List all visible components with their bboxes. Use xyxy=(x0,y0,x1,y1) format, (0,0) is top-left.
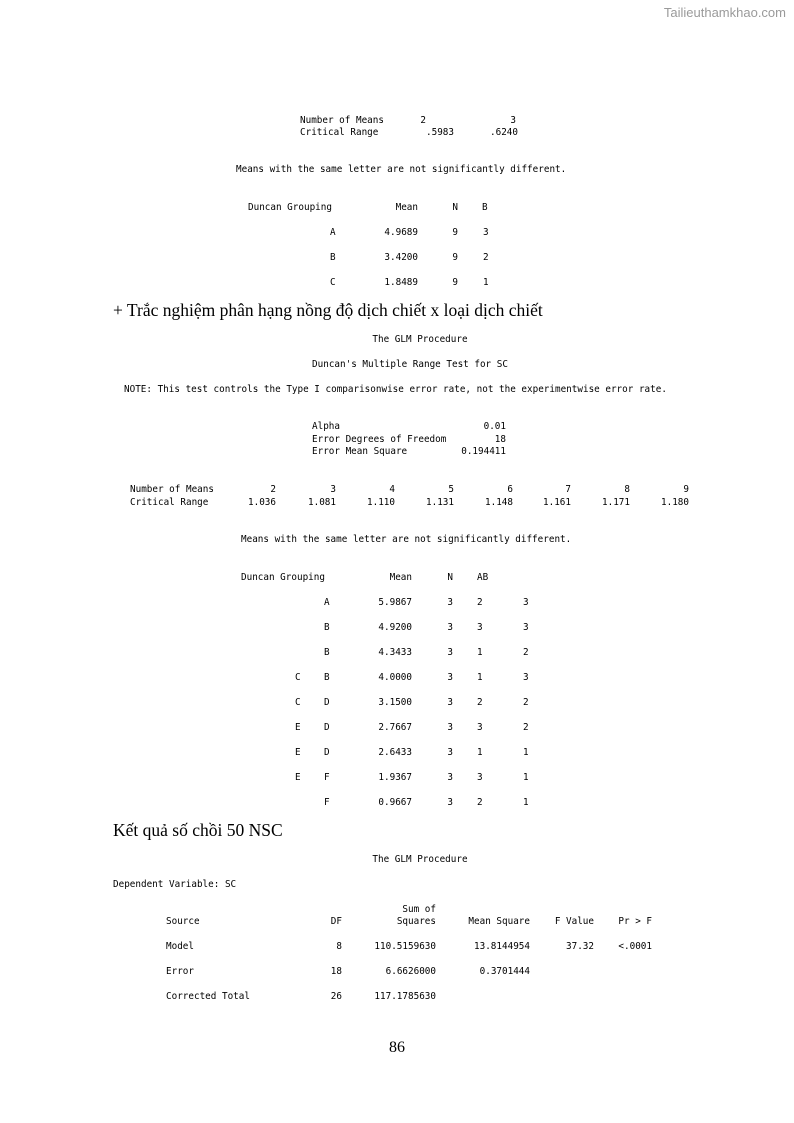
mean-value: 2.6433 xyxy=(378,747,412,758)
a-value: 2 xyxy=(477,597,483,608)
b-value: 2 xyxy=(523,647,529,658)
b-value: 3 xyxy=(523,597,529,608)
number-of-means-value: 7 xyxy=(565,484,571,495)
ms-value: 0.3701444 xyxy=(479,966,530,977)
grouping-letter-2: F xyxy=(324,772,330,783)
col-header-mean: Mean xyxy=(389,572,412,583)
critical-range-value: 1.171 xyxy=(602,497,630,508)
b-value: 2 xyxy=(523,697,529,708)
grouping-letter-1: E xyxy=(295,722,301,733)
number-of-means-value: 3 xyxy=(330,484,336,495)
grouping-letter-1: C xyxy=(295,697,301,708)
mean-value: 4.9200 xyxy=(378,622,412,633)
grouping-letter-2: B xyxy=(324,647,330,658)
mean-value: 2.7667 xyxy=(378,722,412,733)
col-header-grouping: Duncan Grouping xyxy=(241,572,325,583)
ss-value: 110.5159630 xyxy=(374,941,436,952)
df-value: 8 xyxy=(336,941,342,952)
n-value: 3 xyxy=(447,622,453,633)
p-value: <.0001 xyxy=(618,941,652,952)
source-value: Model xyxy=(166,941,194,952)
n-value: 3 xyxy=(447,772,453,783)
grouping-letter-1: E xyxy=(295,747,301,758)
test-title: Duncan's Multiple Range Test for SC xyxy=(312,359,508,370)
b-value: 1 xyxy=(523,772,529,783)
param-label-df: Error Degrees of Freedom xyxy=(312,434,447,445)
n-value: 3 xyxy=(447,647,453,658)
a-value: 1 xyxy=(477,672,483,683)
number-of-means-value: 6 xyxy=(507,484,513,495)
number-of-means-label: Number of Means xyxy=(130,484,214,495)
procedure-title: The GLM Procedure xyxy=(372,334,468,345)
n-value: 3 xyxy=(447,747,453,758)
a-value: 3 xyxy=(477,722,483,733)
critical-range-value: 1.110 xyxy=(367,497,395,508)
b-value: 3 xyxy=(523,672,529,683)
col-header-grouping: Duncan Grouping xyxy=(248,202,332,213)
col-header-ss: Squares xyxy=(396,916,436,927)
b-value: 1 xyxy=(523,747,529,758)
ss-value: 117.1785630 xyxy=(374,991,436,1002)
grouping-letter-2: D xyxy=(324,747,330,758)
b-value: 1 xyxy=(523,797,529,808)
page-number: 86 xyxy=(389,1039,405,1056)
col-header-n: N xyxy=(452,202,458,213)
number-of-means-value: 8 xyxy=(624,484,630,495)
b-value: 2 xyxy=(523,722,529,733)
n-value: 9 xyxy=(452,227,458,238)
source-value: Error xyxy=(166,966,194,977)
mean-value: 1.8489 xyxy=(384,277,418,288)
col-header-b: B xyxy=(482,202,488,213)
critical-range-value: .5983 xyxy=(426,127,454,138)
critical-range-value: 1.081 xyxy=(308,497,336,508)
a-value: 2 xyxy=(477,797,483,808)
mean-value: 3.4200 xyxy=(384,252,418,263)
df-value: 18 xyxy=(330,966,342,977)
n-value: 9 xyxy=(452,277,458,288)
col-header-source: Source xyxy=(166,916,200,927)
mean-value: 4.9689 xyxy=(384,227,418,238)
col-header-mean: Mean xyxy=(395,202,418,213)
mean-value: 0.9667 xyxy=(378,797,412,808)
grouping-letter-2: B xyxy=(324,672,330,683)
section-heading: Kết quả số chồi 50 NSC xyxy=(113,820,283,840)
grouping-letter-2: D xyxy=(324,697,330,708)
col-header-ss-top: Sum of xyxy=(402,904,436,915)
col-header-p: Pr > F xyxy=(618,916,652,927)
ms-value: 13.8144954 xyxy=(474,941,530,952)
significance-note: Means with the same letter are not significantly different. xyxy=(236,164,567,175)
n-value: 3 xyxy=(447,697,453,708)
a-value: 1 xyxy=(477,747,483,758)
number-of-means-value: 2 xyxy=(420,115,426,126)
mean-value: 3.1500 xyxy=(378,697,412,708)
number-of-means-label: Number of Means xyxy=(300,115,384,126)
col-header-ab: AB xyxy=(477,572,489,583)
mean-value: 1.9367 xyxy=(378,772,412,783)
grouping-letter-2: B xyxy=(324,622,330,633)
df-value: 26 xyxy=(330,991,342,1002)
n-value: 9 xyxy=(452,252,458,263)
b-value: 2 xyxy=(483,252,489,263)
grouping-letter-1: E xyxy=(295,772,301,783)
section-heading: + Trắc nghiệm phân hạng nồng độ dịch chiết x loại dịch chiết xyxy=(113,300,543,320)
critical-range-value: 1.161 xyxy=(543,497,571,508)
watermark: Tailieuthamkhao.com xyxy=(663,5,786,20)
f-value: 37.32 xyxy=(566,941,594,952)
n-value: 3 xyxy=(447,797,453,808)
b-value: 3 xyxy=(523,622,529,633)
grouping-letter-2: A xyxy=(324,597,330,608)
n-value: 3 xyxy=(447,597,453,608)
b-value: 1 xyxy=(483,277,489,288)
number-of-means-value: 4 xyxy=(389,484,395,495)
critical-range-label: Critical Range xyxy=(300,127,379,138)
b-value: 3 xyxy=(483,227,489,238)
ss-value: 6.6626000 xyxy=(385,966,436,977)
col-header-ms: Mean Square xyxy=(468,916,530,927)
note-text: NOTE: This test controls the Type I comparisonwise error rate, not the experimentwise error rate. xyxy=(124,384,667,395)
col-header-df: DF xyxy=(330,916,342,927)
n-value: 3 xyxy=(447,672,453,683)
source-value: Corrected Total xyxy=(166,991,250,1002)
mean-value: 5.9867 xyxy=(378,597,412,608)
mean-value: 4.3433 xyxy=(378,647,412,658)
critical-range-value: 1.148 xyxy=(485,497,513,508)
dependent-variable: Dependent Variable: SC xyxy=(113,879,237,890)
a-value: 3 xyxy=(477,772,483,783)
critical-range-value: .6240 xyxy=(490,127,518,138)
number-of-means-value: 3 xyxy=(510,115,516,126)
significance-note: Means with the same letter are not significantly different. xyxy=(241,534,572,545)
param-value-df: 18 xyxy=(494,434,506,445)
a-value: 3 xyxy=(477,622,483,633)
param-value-alpha: 0.01 xyxy=(483,421,506,432)
param-label-alpha: Alpha xyxy=(312,421,340,432)
number-of-means-value: 5 xyxy=(448,484,454,495)
critical-range-label: Critical Range xyxy=(130,497,209,508)
number-of-means-value: 9 xyxy=(683,484,689,495)
a-value: 2 xyxy=(477,697,483,708)
param-value-mse: 0.194411 xyxy=(461,446,506,457)
grouping-letter: A xyxy=(330,227,336,238)
col-header-n: N xyxy=(447,572,453,583)
grouping-letter: B xyxy=(330,252,336,263)
grouping-letter-2: F xyxy=(324,797,330,808)
number-of-means-value: 2 xyxy=(270,484,276,495)
critical-range-value: 1.036 xyxy=(248,497,276,508)
col-header-f: F Value xyxy=(554,916,594,927)
grouping-letter-1: C xyxy=(295,672,301,683)
a-value: 1 xyxy=(477,647,483,658)
mean-value: 4.0000 xyxy=(378,672,412,683)
n-value: 3 xyxy=(447,722,453,733)
procedure-title: The GLM Procedure xyxy=(372,854,468,865)
critical-range-value: 1.180 xyxy=(661,497,689,508)
grouping-letter-2: D xyxy=(324,722,330,733)
critical-range-value: 1.131 xyxy=(426,497,454,508)
grouping-letter: C xyxy=(330,277,336,288)
param-label-mse: Error Mean Square xyxy=(312,446,408,457)
